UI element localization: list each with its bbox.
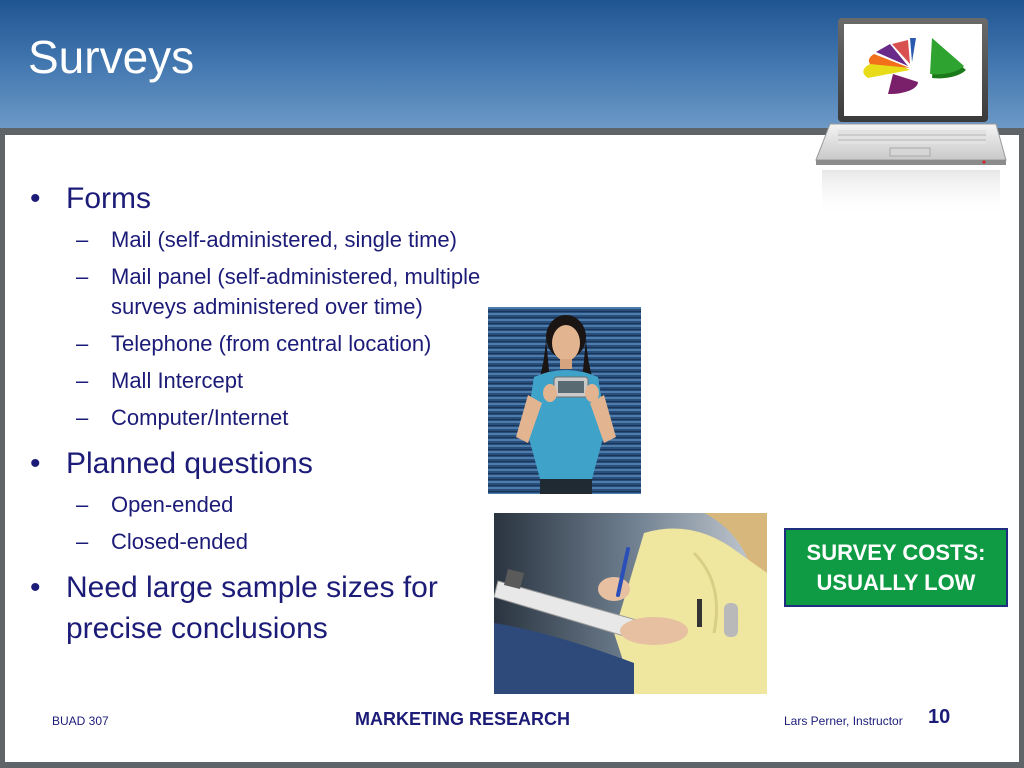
frame-bottom (0, 762, 1024, 768)
sub-list-forms (30, 225, 500, 433)
footer-instructor: Lars Perner, Instructor (784, 714, 903, 728)
bullet-icon: • (30, 571, 41, 604)
page-number: 10 (928, 706, 951, 728)
sub-bullet (30, 490, 500, 520)
callout-line-1: SURVEY COSTS: (806, 540, 986, 565)
sub-bullet (30, 527, 500, 557)
sub-bullet-text: Telephone (from central location) (111, 331, 432, 356)
bullet-sample-sizes (30, 567, 506, 649)
dash-icon: – (76, 227, 89, 252)
bullet-forms (30, 178, 500, 219)
bullet-text: Forms (66, 182, 151, 215)
sub-bullet-text: Open-ended (111, 492, 234, 517)
sub-bullet-text: Computer/Internet (111, 405, 289, 430)
bullet-content (30, 178, 500, 655)
bullet-planned-questions (30, 443, 500, 484)
frame-left (0, 135, 5, 768)
dash-icon: – (76, 368, 89, 393)
sub-bullet-text: Mail panel (self-administered, multiple surveys administered over time) (111, 264, 481, 319)
dash-icon: – (76, 529, 89, 554)
dash-icon: – (76, 405, 89, 430)
bullet-icon: • (30, 182, 41, 215)
footer-title: MARKETING RESEARCH (355, 709, 571, 729)
sub-bullet-text: Mail (self-administered, single time) (111, 227, 457, 252)
sub-bullet (30, 262, 500, 322)
footer-course: BUAD 307 (52, 714, 109, 728)
sub-bullet (30, 366, 500, 396)
sub-bullet-text: Mall Intercept (111, 368, 244, 393)
frame-right (1019, 135, 1024, 768)
sub-bullet (30, 225, 500, 255)
dash-icon: – (76, 492, 89, 517)
person-writing-clipboard-photo (494, 513, 767, 694)
callout-line-2: USUALLY LOW (816, 570, 976, 595)
bullet-icon: • (30, 447, 41, 480)
sub-bullet (30, 403, 500, 433)
sub-list-questions (30, 490, 500, 557)
bullet-text: Need large sample sizes for precise conclusions (66, 571, 438, 645)
sub-bullet-text: Closed-ended (111, 529, 248, 554)
slide-title: Surveys (28, 31, 195, 83)
bullet-text: Planned questions (66, 447, 313, 480)
woman-with-handheld-photo (488, 307, 641, 494)
dash-icon: – (76, 264, 89, 289)
survey-costs-callout (784, 528, 1008, 607)
sub-bullet (30, 329, 500, 359)
laptop-pie-chart-icon (808, 12, 1008, 222)
dash-icon: – (76, 331, 89, 356)
